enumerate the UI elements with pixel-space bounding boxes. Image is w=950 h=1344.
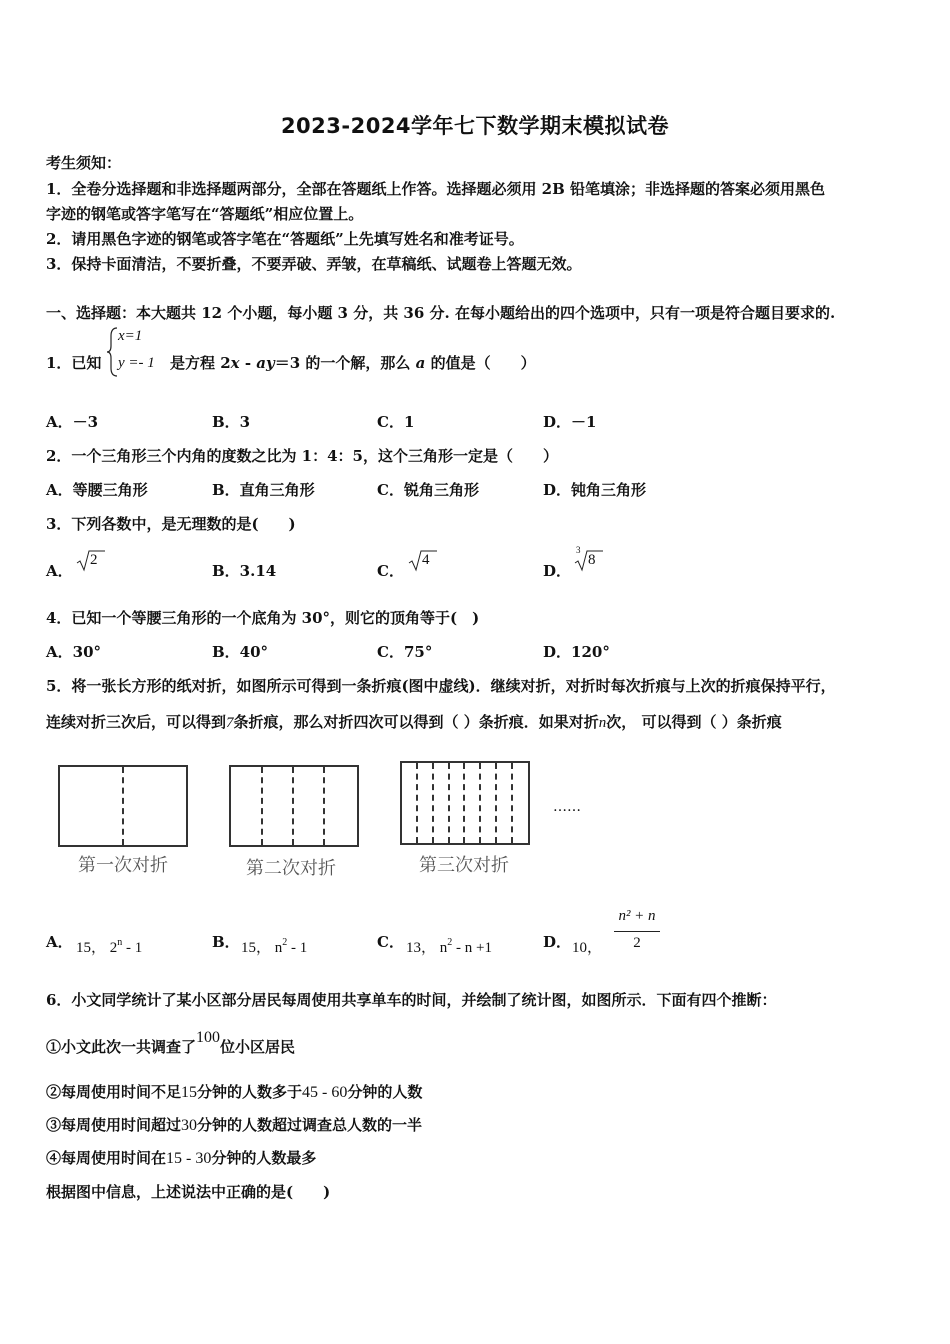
fold-panel-1 bbox=[58, 765, 188, 847]
fold-line bbox=[463, 763, 465, 843]
fold-line bbox=[261, 767, 263, 845]
q4-text: 4．已知一个等腰三角形的一个底角为 30°，则它的顶角等于( ) bbox=[46, 609, 480, 627]
fold-line bbox=[448, 763, 450, 843]
q5-text-line1: 5．将一张长方形的纸对折，如图所示可得到一条折痕(图中虚线)．继续对折，对折时每次折痕与上次的折痕保持平行， bbox=[46, 677, 836, 695]
q4-option-b[interactable]: B．40° bbox=[212, 643, 269, 661]
q4-option-c[interactable]: C．75° bbox=[377, 643, 433, 661]
fold-line bbox=[416, 763, 418, 843]
q5-option-b-value: 15， $n^2 - 1$ bbox=[241, 937, 308, 956]
q1-option-b[interactable]: B．3 bbox=[212, 413, 251, 431]
fold-line bbox=[511, 763, 513, 843]
q6-statement-1: ①小文此次一共调查了100位小区居民 bbox=[46, 1029, 296, 1056]
fold-line bbox=[292, 767, 294, 845]
fraction-bar bbox=[614, 931, 660, 932]
q3-option-c[interactable]: C． bbox=[377, 562, 404, 580]
q1-system-eq1: x=1 bbox=[118, 328, 143, 344]
q2-option-a[interactable]: A．等腰三角形 bbox=[46, 481, 148, 499]
q5-option-c[interactable]: C． bbox=[377, 933, 404, 951]
q5-option-c-value: 13， $n^2 - n +1$ bbox=[406, 937, 492, 956]
fraction-denominator: 2 bbox=[633, 935, 641, 951]
q3-c-radicand: 4 bbox=[422, 552, 430, 568]
fold-line bbox=[432, 763, 434, 843]
section-heading: 一、选择题：本大题共 12 个小题，每小题 3 分，共 36 分. 在每小题给出的四个选项中，只有一项是符合题目要求的. bbox=[46, 304, 836, 322]
q1-option-d[interactable]: D．－1 bbox=[543, 413, 597, 431]
page-title: 2023-2024学年七下数学期末模拟试卷 bbox=[280, 114, 670, 138]
q5-option-a[interactable]: A． bbox=[46, 933, 73, 951]
q2-text: 2．一个三角形三个内角的度数之比为 1：4：5，这个三角形一定是（ ） bbox=[46, 447, 558, 465]
q6-statement-3: ③每周使用时间超过30分钟的人数超过调查总人数的一半 bbox=[46, 1116, 423, 1134]
q1-option-c[interactable]: C．1 bbox=[377, 413, 415, 431]
system-brace bbox=[105, 326, 119, 378]
q6-question: 根据图中信息，上述说法中正确的是( ) bbox=[46, 1183, 331, 1201]
fold-panel-2 bbox=[229, 765, 359, 847]
notice-item: 3．保持卡面清洁，不要折叠，不要弄破、弄皱，在草稿纸、试题卷上答题无效。 bbox=[46, 255, 582, 273]
q3-cube-index: 3 bbox=[576, 545, 581, 555]
fold-line bbox=[122, 767, 124, 845]
q5-option-d[interactable]: D． bbox=[543, 933, 572, 951]
fold-ellipsis: …… bbox=[553, 799, 581, 815]
q3-d-radicand: 8 bbox=[588, 552, 596, 568]
fold-caption-3: 第三次对折 bbox=[419, 855, 509, 876]
q1-prefix: 1．已知 bbox=[46, 354, 102, 372]
q6-text: 6．小文同学统计了某小区部分居民每周使用共享单车的时间，并绘制了统计图，如图所示．下面有四个推断： bbox=[46, 991, 777, 1009]
q5-option-b[interactable]: B． bbox=[212, 933, 240, 951]
notice-item: 1．全卷分选择题和非选择题两部分，全部在答题纸上作答。选择题必须用 2B 铅笔填涂；非选择题的答案必须用黑色 bbox=[46, 180, 826, 198]
notice-heading: 考生须知： bbox=[46, 154, 122, 172]
fold-caption-2: 第二次对折 bbox=[246, 858, 336, 879]
q1-text: 是方程 2x - ay＝3 的一个解，那么 a 的值是（ ） bbox=[170, 354, 536, 372]
q3-option-a[interactable]: A． bbox=[46, 562, 73, 580]
fold-line bbox=[323, 767, 325, 845]
notice-item: 2．请用黑色字迹的钢笔或答字笔在“答题纸”上先填写姓名和准考证号。 bbox=[46, 230, 524, 248]
q5-option-d-value: 10， bbox=[572, 940, 603, 956]
q5-text-line2: 连续对折三次后，可以得到7条折痕，那么对折四次可以得到（ ）条折痕．如果对折n次， 可以得到（ ）条折痕 bbox=[46, 713, 782, 731]
notice-item: 字迹的钢笔或答字笔写在“答题纸”相应位置上。 bbox=[46, 205, 364, 223]
fold-caption-1: 第一次对折 bbox=[78, 855, 168, 876]
q2-option-c[interactable]: C．锐角三角形 bbox=[377, 481, 479, 499]
q3-a-radicand: 2 bbox=[90, 552, 98, 568]
q3-option-b[interactable]: B．3.14 bbox=[212, 562, 277, 580]
q3-option-d[interactable]: D． bbox=[543, 562, 572, 580]
q4-option-d[interactable]: D．120° bbox=[543, 643, 610, 661]
q6-statement-2: ②每周使用时间不足15分钟的人数多于45 - 60分钟的人数 bbox=[46, 1083, 423, 1101]
fold-panel-3 bbox=[400, 761, 530, 845]
q5-option-a-value: 15， 2$^n$ - 1 bbox=[76, 937, 143, 956]
q1-option-a[interactable]: A．－3 bbox=[46, 413, 99, 431]
q2-option-b[interactable]: B．直角三角形 bbox=[212, 481, 315, 499]
q2-option-d[interactable]: D．钝角三角形 bbox=[543, 481, 647, 499]
fraction-numerator: n² + n bbox=[618, 908, 656, 924]
q6-statement-4: ④每周使用时间在15 - 30分钟的人数最多 bbox=[46, 1149, 317, 1167]
fold-line bbox=[479, 763, 481, 843]
q4-option-a[interactable]: A．30° bbox=[46, 643, 102, 661]
q1-system-eq2: y =- 1 bbox=[118, 355, 155, 371]
fold-line bbox=[495, 763, 497, 843]
q3-text: 3．下列各数中，是无理数的是( ) bbox=[46, 515, 296, 533]
